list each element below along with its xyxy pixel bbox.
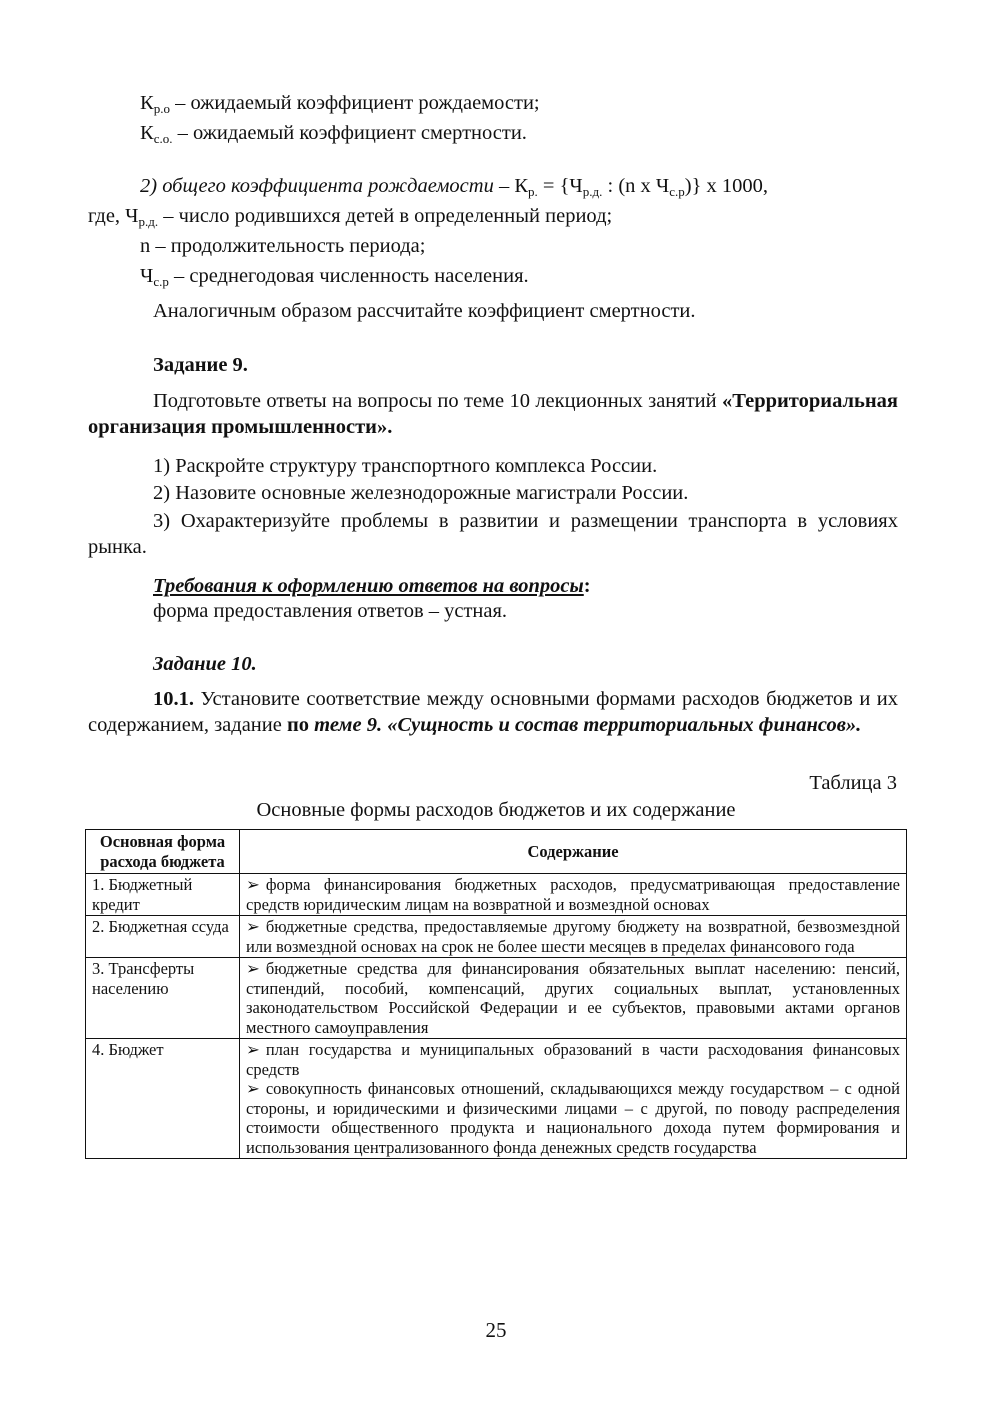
where-period: n – продолжительность периода; bbox=[140, 235, 426, 257]
task10-title: Задание 10. bbox=[153, 653, 257, 675]
definition-k-so: $К_{с.о.}$ – ожидаемый коэффициент смертности. bbox=[140, 122, 527, 146]
form-cell: 4. Бюджет bbox=[86, 1039, 240, 1159]
birth-rate-formula: 2) общего коэффициента рождаемости – $К_{р.} = \{Ч_{р.д.}$ : (n x $Ч_{с.р}$)} x 1000, bbox=[140, 175, 769, 199]
page-number: 25 bbox=[485, 1318, 507, 1342]
requirements-heading: Требования к оформлению ответов на вопросы: bbox=[153, 575, 591, 597]
arrow-bullet-icon: ➢ bbox=[246, 875, 260, 894]
arrow-bullet-icon: ➢ bbox=[246, 959, 260, 978]
header-content: Содержание bbox=[240, 830, 907, 874]
header-form: Основная форма расхода бюджета bbox=[86, 830, 240, 874]
table-row bbox=[86, 1039, 907, 1159]
form-cell: 2. Бюджетная ссуда bbox=[86, 916, 240, 958]
table-header-row bbox=[86, 830, 907, 874]
table-row bbox=[86, 916, 907, 958]
content-cell: ➢ бюджетные средства для финансирования обязательных выплат населению: пенсий, стипендий, пособий, компенсаций, других социальных выплат, установленных законодательством Российской Федерации и ее субъектов, правовыми актами органов местного самоуправления bbox=[240, 958, 907, 1039]
analog-instruction: Аналогичным образом рассчитайте коэффициент смертности. bbox=[153, 300, 696, 322]
form-cell: 1. Бюджетный кредит bbox=[86, 874, 240, 916]
arrow-bullet-icon: ➢ bbox=[246, 1079, 260, 1098]
where-population: $Ч_{с.р}$ – среднегодовая численность населения. bbox=[140, 265, 529, 289]
task9-question-1: 1) Раскройте структуру транспортного комплекса России. bbox=[153, 455, 658, 477]
content-cell: ➢ план государства и муниципальных образований в части расходования финансовых средств ➢ совокупность финансовых отношений, складывающихся между государством – с одной стороны, и юридическими и физическими лицами – с другой, по поводу распределения стоимости общественного продукта и национального дохода путем формирования и использования централизованного фонда денежных средств государства bbox=[240, 1039, 907, 1159]
task9-title: Задание 9. bbox=[153, 354, 248, 376]
form-cell: 3. Трансферты населению bbox=[86, 958, 240, 1039]
where-births: где, $Ч_{р.д.}$ – число родившихся детей в определенный период; bbox=[88, 205, 613, 229]
arrow-bullet-icon: ➢ bbox=[246, 917, 260, 936]
table-caption: Основные формы расходов бюджетов и их содержание bbox=[256, 799, 736, 821]
content-cell: ➢ форма финансирования бюджетных расходов, предусматривающая предоставление средств юридическим лицам на возвратной и возмездной основах bbox=[240, 874, 907, 916]
task9-question-2: 2) Назовите основные железнодорожные магистрали России. bbox=[153, 482, 689, 504]
table-row bbox=[86, 958, 907, 1039]
budget-expenses-table bbox=[85, 829, 907, 1159]
arrow-bullet-icon: ➢ bbox=[246, 1040, 260, 1059]
definition-k-ro: $К_{р.о}$ – ожидаемый коэффициент рождаемости; bbox=[140, 92, 540, 116]
content-cell: ➢ бюджетные средства, предоставляемые другому бюджету на возвратной, безвозмездной или возмездной основах на срок не более шести месяцев в пределах финансового года bbox=[240, 916, 907, 958]
requirements-text: форма предоставления ответов – устная. bbox=[153, 600, 508, 622]
table-label: Таблица 3 bbox=[809, 772, 897, 794]
task10-instruction: 10.1. Установите соответствие между основными формами расходов бюджетов и их содержанием, задание по теме 9. «Сущность и состав территориальных финансов». bbox=[88, 688, 898, 736]
table-row bbox=[86, 874, 907, 916]
task9-question-3: 3) Охарактеризуйте проблемы в развитии и размещении транспорта в условиях рынка. bbox=[88, 510, 898, 558]
task9-intro: Подготовьте ответы на вопросы по теме 10 лекционных занятий «Территориальная организация промышленности». bbox=[88, 390, 898, 438]
